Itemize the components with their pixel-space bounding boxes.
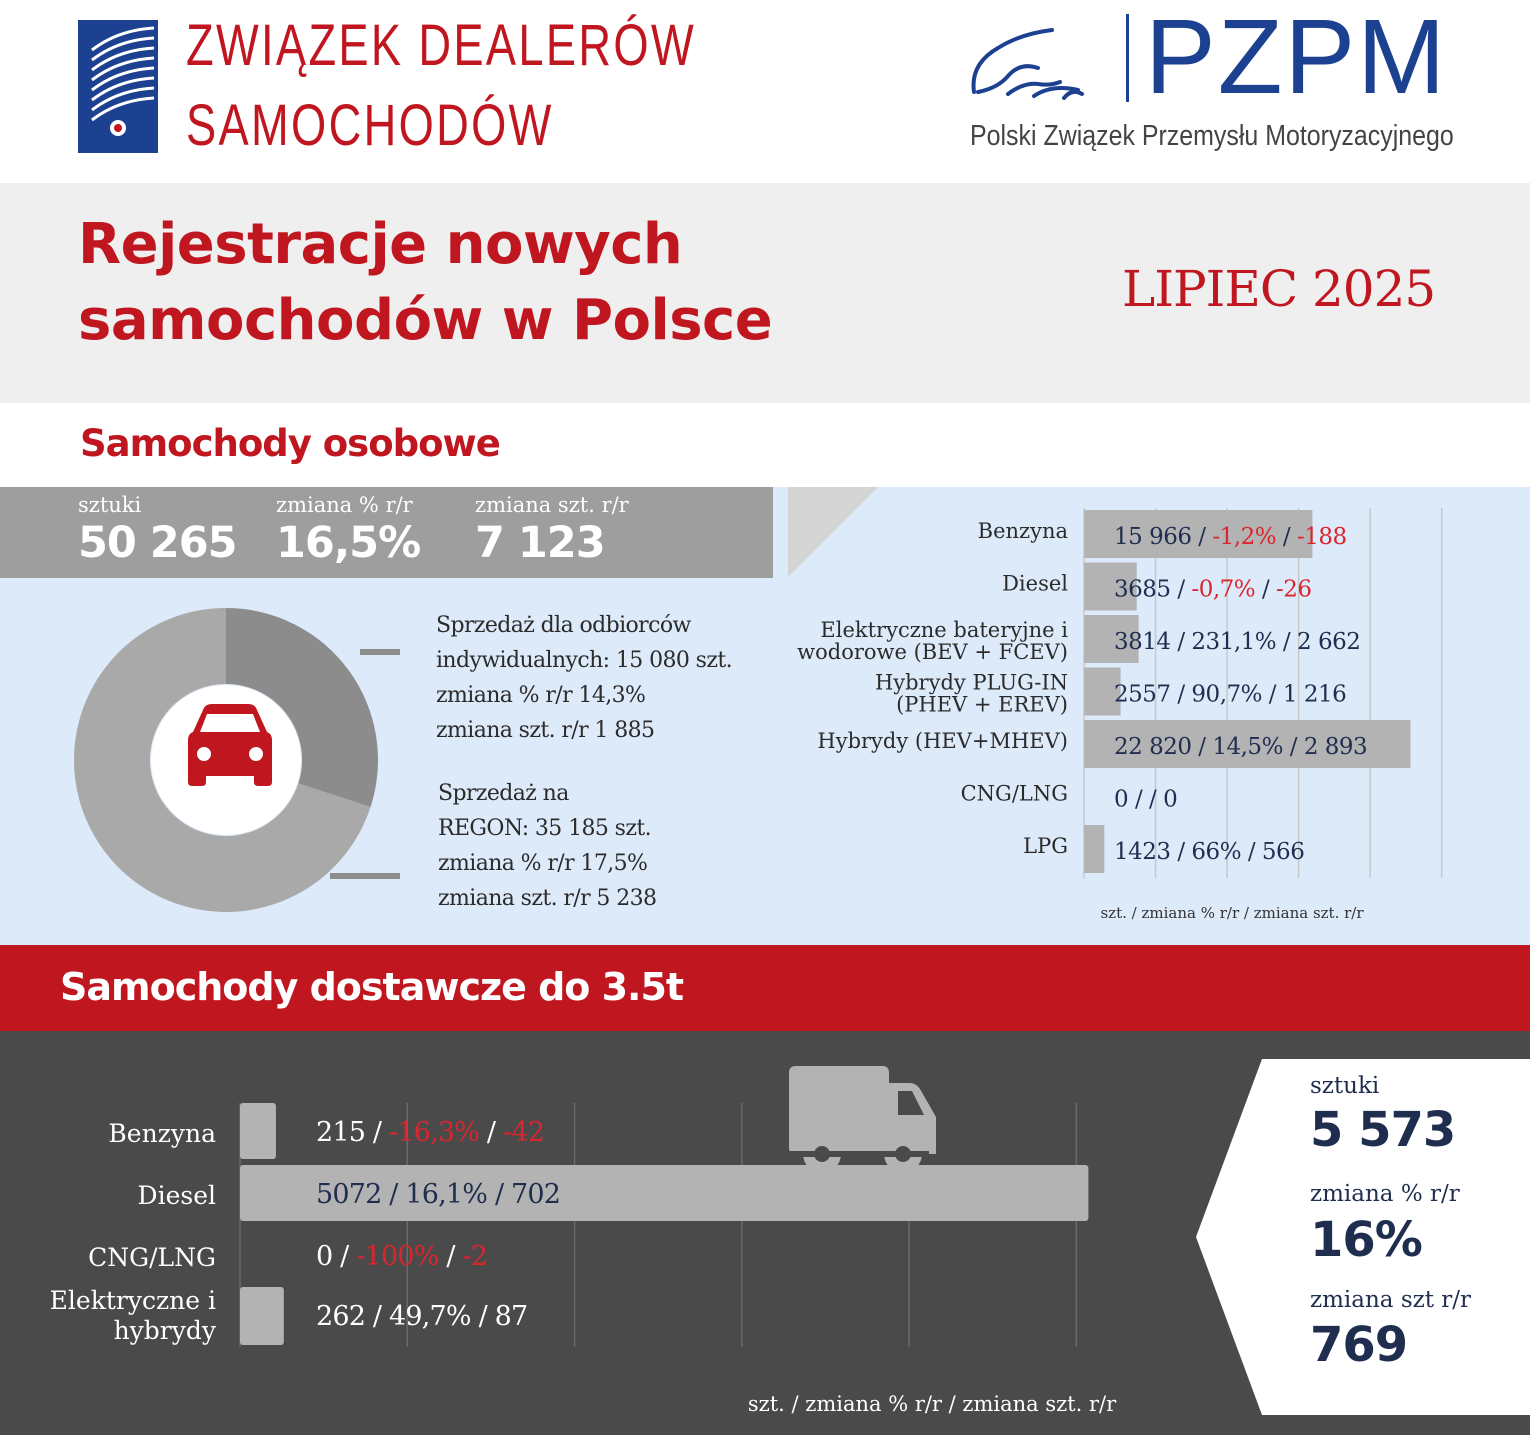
pc-category-label: Elektryczne bateryjne i wodorowe (BEV + FCEV) bbox=[797, 618, 1068, 664]
pc-pct-label: zmiana % r/r bbox=[276, 493, 413, 517]
dealers-name-line2: SAMOCHODÓW bbox=[186, 93, 554, 158]
pc-category-label: Hybrydy PLUG-IN (PHEV + EREV) bbox=[874, 670, 1068, 717]
lcv-data-label: 215 / -16,3% / -42 bbox=[316, 1117, 545, 1148]
individual-sales-line1: Sprzedaż dla odbiorców bbox=[436, 613, 691, 638]
truck-icon bbox=[789, 1066, 936, 1173]
page-title-line2: samochodów w Polsce bbox=[78, 288, 773, 353]
page-title-line1: Rejestracje nowych bbox=[78, 212, 683, 277]
regon-sales-line2: REGON: 35 185 szt. bbox=[438, 816, 651, 841]
lcv-category-label: Diesel bbox=[137, 1181, 216, 1210]
individual-sales-line4: zmiana szt. r/r 1 885 bbox=[436, 718, 655, 743]
pc-pct-value: 16,5% bbox=[276, 518, 421, 568]
lcv-axis-label: szt. / zmiana % r/r / zmiana szt. r/r bbox=[747, 1392, 1117, 1416]
lcv-abs-value: 769 bbox=[1310, 1317, 1408, 1373]
pc-data-label: 3814 / 231,1% / 2 662 bbox=[1114, 629, 1361, 655]
individual-sales-line3: zmiana % r/r 14,3% bbox=[436, 683, 646, 708]
pzpm-divider bbox=[1126, 14, 1129, 102]
pc-abs-label: zmiana szt. r/r bbox=[475, 493, 629, 517]
lcv-category-label: Elektryczne i hybrydy bbox=[49, 1286, 216, 1345]
pc-data-label: 22 820 / 14,5% / 2 893 bbox=[1114, 734, 1368, 760]
pc-category-label: Hybrydy (HEV+MHEV) bbox=[817, 729, 1068, 753]
lcv-units-value: 5 573 bbox=[1310, 1102, 1456, 1158]
pc-axis-label: szt. / zmiana % r/r / zmiana szt. r/r bbox=[1100, 904, 1364, 922]
pc-category-label: Diesel bbox=[1002, 571, 1068, 596]
lcv-data-label: 262 / 49,7% / 87 bbox=[316, 1301, 528, 1332]
lcv-category-label: CNG/LNG bbox=[88, 1243, 216, 1272]
car-icon bbox=[188, 704, 272, 786]
regon-sales-line3: zmiana % r/r 17,5% bbox=[438, 851, 648, 876]
pc-category-label: Benzyna bbox=[977, 519, 1068, 543]
pc-data-label: 3685 / -0,7% / -26 bbox=[1114, 576, 1312, 603]
pc-data-label: 15 966 / -1,2% / -188 bbox=[1114, 524, 1347, 550]
lcv-category-label: Benzyna bbox=[108, 1119, 216, 1148]
pc-units-label: sztuki bbox=[78, 493, 142, 517]
passenger-fuel-bar-chart bbox=[780, 500, 1520, 930]
dealers-association-logo bbox=[78, 20, 158, 153]
pc-category-label: CNG/LNG bbox=[960, 781, 1068, 806]
pc-bar bbox=[1084, 825, 1104, 873]
lcv-data-label: 0 / -100% / -2 bbox=[316, 1241, 488, 1272]
lcv-pct-label: zmiana % r/r bbox=[1310, 1181, 1460, 1207]
pzpm-full-name: Polski Związek Przemysłu Motoryzacyjnego bbox=[970, 120, 1454, 152]
pzpm-abbreviation: PZPM bbox=[1145, 0, 1448, 116]
pc-abs-value: 7 123 bbox=[475, 518, 605, 568]
report-period: LIPIEC 2025 bbox=[1122, 260, 1436, 318]
regon-sales-line1: Sprzedaż na bbox=[438, 781, 569, 806]
pzpm-car-logo-icon bbox=[968, 24, 1088, 106]
lcv-data-label: 5072 / 16,1% / 702 bbox=[316, 1179, 561, 1210]
lcv-bar bbox=[240, 1103, 276, 1159]
lcv-heading: Samochody dostawcze do 3.5t bbox=[60, 965, 684, 1009]
lcv-abs-label: zmiana szt r/r bbox=[1310, 1287, 1472, 1313]
dealers-logo-icon bbox=[78, 20, 158, 153]
pc-category-label: LPG bbox=[1023, 834, 1068, 858]
lcv-bar bbox=[240, 1287, 284, 1345]
lcv-units-label: sztuki bbox=[1310, 1073, 1380, 1099]
dealers-name-line1: ZWIĄZEK DEALERÓW bbox=[186, 13, 696, 78]
pc-units-value: 50 265 bbox=[78, 518, 237, 568]
pc-data-label: 2557 / 90,7% / 1 216 bbox=[1114, 681, 1347, 708]
pc-data-label: 0 / / 0 bbox=[1114, 786, 1178, 813]
individual-sales-line2: indywidualnych: 15 080 szt. bbox=[436, 648, 732, 673]
lcv-pct-value: 16% bbox=[1310, 1212, 1422, 1268]
regon-sales-line4: zmiana szt. r/r 5 238 bbox=[438, 886, 657, 911]
pc-data-label: 1423 / 66% / 566 bbox=[1114, 839, 1305, 865]
sales-split-donut bbox=[60, 600, 400, 920]
passenger-cars-heading: Samochody osobowe bbox=[80, 422, 500, 465]
